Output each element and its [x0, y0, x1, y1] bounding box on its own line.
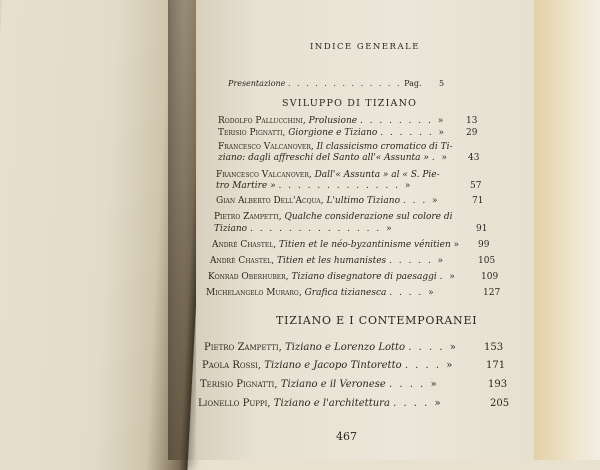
entry-page: 171: [486, 360, 506, 371]
entry-author: Lionello Puppi,: [198, 398, 271, 409]
entry-title-line2: Tiziano: [214, 224, 248, 234]
entry-title: Tiziano e Lorenzo Lotto: [285, 342, 406, 353]
presentazione-label: Presentazione: [228, 79, 286, 88]
entry-author: Konrad Oberhuber,: [208, 272, 289, 282]
list-item-continuation: [214, 224, 394, 235]
entry-author: Michelangelo Muraro,: [206, 288, 302, 298]
presentazione-dots: . . . . . . . . . . . . .: [287, 79, 402, 88]
entry-dots: . . . . »: [389, 288, 436, 298]
list-item: [198, 398, 443, 409]
entry-title: Tiziano e il Veronese: [280, 379, 386, 390]
entry-author: André Chastel,: [212, 240, 277, 250]
entry-page: 91: [476, 224, 488, 234]
page-number: 467: [336, 430, 357, 443]
entry-page: 205: [490, 398, 510, 409]
entry-title: Grafica tizianesca: [304, 288, 387, 298]
entry-author: Pietro Zampetti,: [214, 212, 282, 222]
list-item: [214, 212, 453, 223]
entry-page: 153: [484, 342, 504, 353]
entry-title-line2: ziano: dagli affreschi del Santo all'« Assunta »: [218, 153, 429, 163]
entry-dots: . . . . . . . . »: [359, 116, 446, 126]
entry-page: 71: [472, 196, 484, 206]
list-item: [216, 196, 440, 207]
entry-page: 109: [481, 272, 499, 282]
list-item-continuation: [216, 181, 412, 192]
list-item: [212, 240, 461, 251]
entry-author: André Chastel,: [210, 256, 275, 266]
list-item: [216, 170, 440, 181]
section1-title: SVILUPPO DI TIZIANO: [282, 98, 418, 109]
entry-title: Dall'« Assunta » al « S. Pie-: [314, 170, 440, 180]
entry-page: 105: [478, 256, 496, 266]
entry-page: 99: [478, 240, 490, 250]
entry-dots: . . . . . . . . . . . . . . »: [249, 224, 394, 234]
presentazione-abbr: Pag.: [404, 79, 422, 88]
entry-dots: »: [453, 240, 462, 250]
index-content: [196, 0, 534, 460]
entry-author: Terisio Pignatti,: [200, 379, 278, 390]
entry-title: Giorgione e Tiziano: [288, 128, 378, 138]
right-page: [196, 0, 534, 460]
entry-dots: . . . . . . . . . . . . . »: [278, 181, 413, 191]
entry-page: 57: [470, 181, 482, 191]
entry-title: Titien et les humanistes: [276, 256, 387, 266]
list-item: [218, 142, 453, 153]
entry-title: Il classicismo cromatico di Ti-: [316, 142, 453, 152]
entry-page: 29: [466, 128, 478, 138]
entry-dots: . »: [439, 272, 457, 282]
entry-title-line2: tro Martire »: [216, 181, 276, 191]
list-item: [200, 379, 439, 390]
entry-title: Tiziano e l'architettura: [273, 398, 390, 409]
entry-author: Paola Rossi,: [202, 360, 262, 371]
list-item: [218, 128, 446, 139]
entry-dots: . . . . »: [393, 398, 443, 409]
list-item: [218, 116, 445, 127]
entry-author: Francesco Valcanover,: [216, 170, 312, 180]
entry-dots: . »: [431, 153, 449, 163]
entry-title: Titien et le néo-byzantinisme vénitien: [278, 240, 451, 250]
list-item: [208, 272, 457, 283]
entry-page: 43: [468, 153, 480, 163]
list-item: [202, 360, 454, 371]
section2-title: TIZIANO E I CONTEMPORANEI: [276, 314, 478, 327]
entry-dots: . . . »: [402, 196, 440, 206]
entry-author: Pietro Zampetti,: [204, 342, 282, 353]
entry-author: Rodolfo Pallucchini,: [218, 116, 306, 126]
list-item: [204, 342, 458, 353]
entry-title: L'ultimo Tiziano: [326, 196, 400, 206]
entry-author: Terisio Pignatti,: [218, 128, 286, 138]
entry-dots: . . . . . . »: [380, 128, 447, 138]
page-title: INDICE GENERALE: [310, 42, 420, 52]
entry-dots: . . . . »: [404, 360, 455, 371]
entry-title: Qualche considerazione sul colore di: [284, 212, 453, 222]
entry-title: Tiziano disegnatore di paesaggi: [291, 272, 437, 282]
entry-title: Tiziano e Jacopo Tintoretto: [264, 360, 402, 371]
entry-title: Prolusione: [308, 116, 358, 126]
entry-page: 127: [483, 288, 501, 298]
entry-page: 193: [488, 379, 508, 390]
entry-author: Francesco Valcanover,: [218, 142, 314, 152]
list-item: [206, 288, 436, 299]
presentazione-entry: [228, 78, 422, 89]
entry-author: Gian Alberto Dell'Acqua,: [216, 196, 324, 206]
presentazione-page: 5: [439, 79, 445, 88]
list-item-continuation: [218, 153, 449, 164]
book-gutter: [168, 0, 198, 460]
list-item: [210, 256, 445, 267]
entry-page: 13: [466, 116, 478, 126]
entry-dots: . . . . »: [389, 379, 439, 390]
entry-dots: . . . . »: [408, 342, 458, 353]
entry-dots: . . . . . »: [389, 256, 446, 266]
